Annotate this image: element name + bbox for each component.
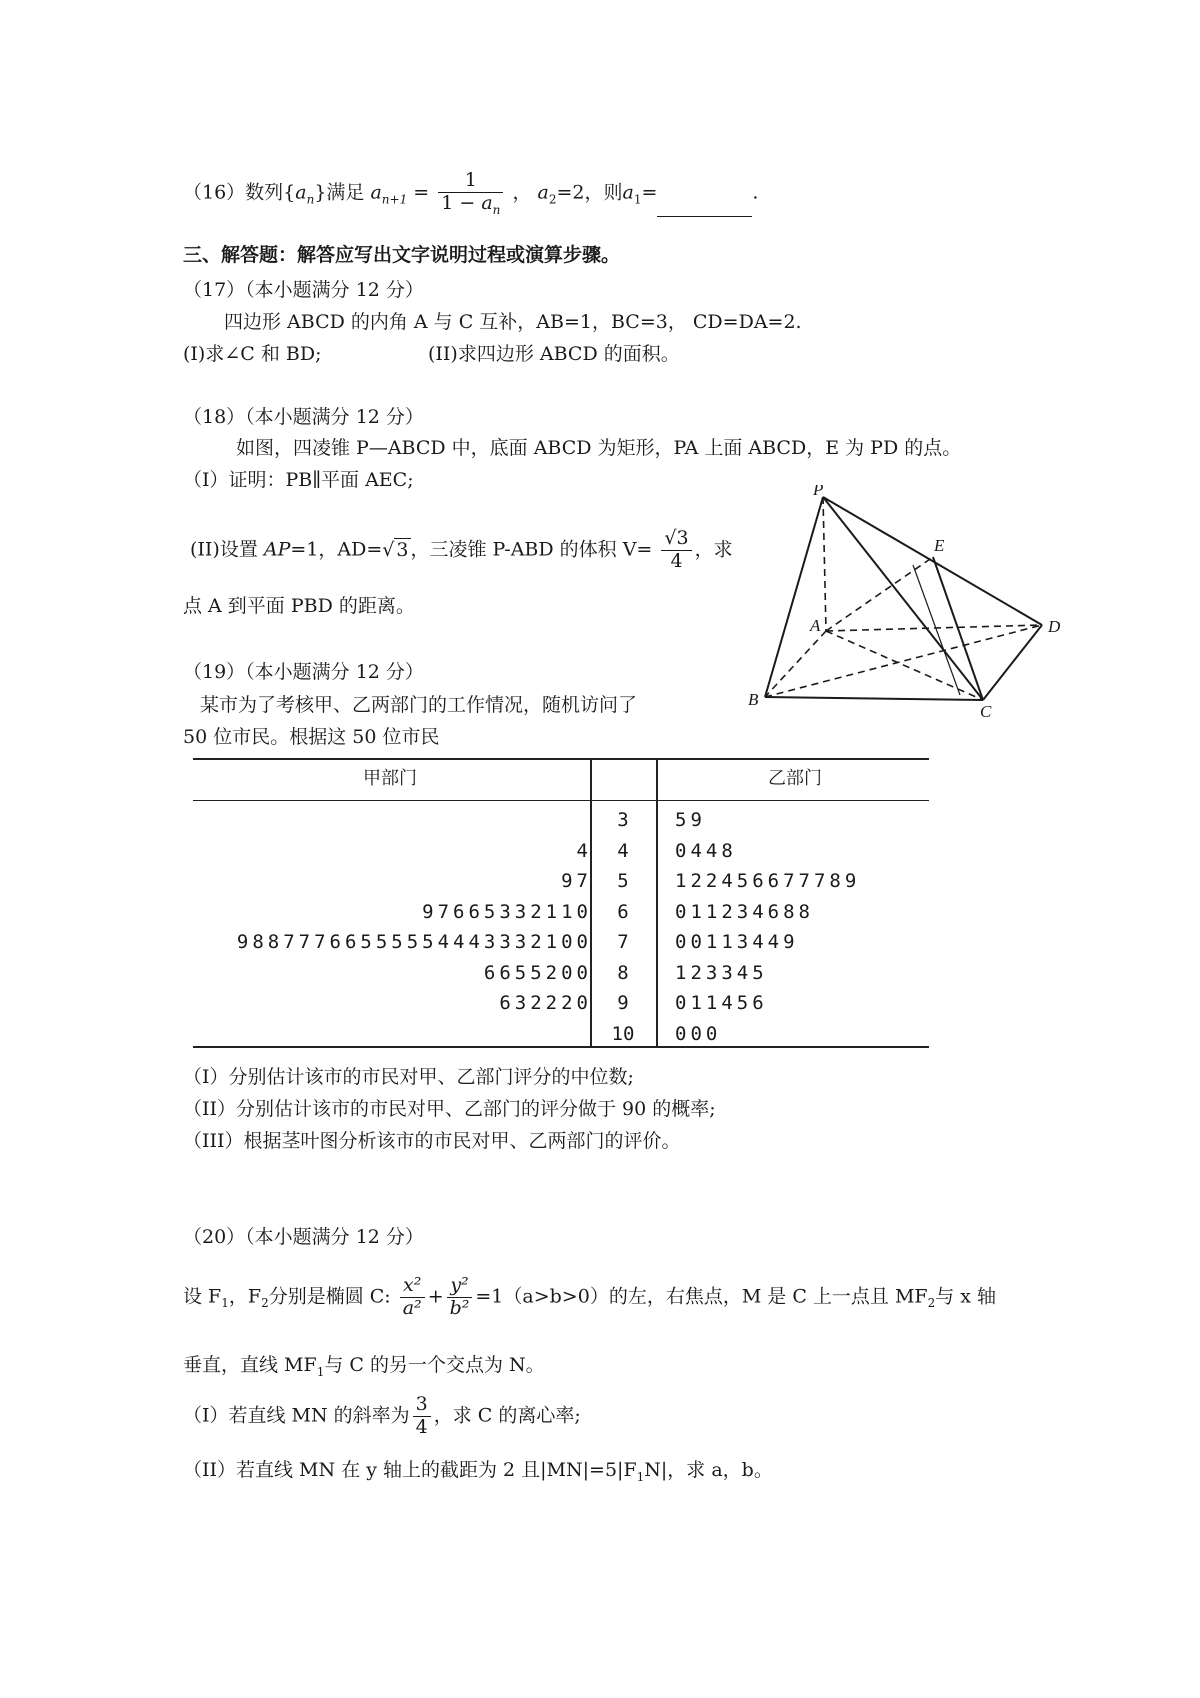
table-row — [193, 836, 929, 866]
q17-part1: (I)求∠C 和 BD; — [183, 343, 322, 365]
q16-den-sub: n — [492, 202, 501, 217]
q20-header: （20）（本小题满分 12 分） — [183, 1226, 424, 1248]
edge-PD — [823, 497, 1042, 625]
q20-frac-y — [447, 1275, 473, 1320]
right-leaves: 011456 — [675, 992, 768, 1014]
q16-sub-n: n — [306, 192, 315, 207]
q16-den-pre: 1 − — [441, 191, 482, 214]
stem: 3 — [617, 809, 629, 831]
q18-frac-num: √3 — [661, 528, 691, 551]
q16-frac-den — [438, 193, 503, 218]
q19-line1: 某市为了考核甲、乙两部门的工作情况，随机访问了 — [200, 694, 638, 716]
q16-end: . — [752, 181, 759, 204]
q20-a2: a² — [402, 1296, 422, 1319]
stem: 7 — [617, 931, 629, 953]
q16-a1: a — [622, 181, 634, 204]
q18-body: 如图，四凌锥 P—ABCD 中，底面 ABCD 为矩形，PA 上面 ABCD，E 为 PD 的点。 — [236, 437, 962, 459]
q20-l1-a: 设 F — [183, 1285, 222, 1308]
table-header-rule — [193, 800, 929, 801]
label-E: E — [934, 536, 945, 555]
left-leaves: 4 — [576, 839, 592, 862]
right-leaves: 59 — [675, 809, 706, 831]
q16-a: a — [295, 181, 307, 204]
q20-p2-b: N|，求 a，b。 — [644, 1459, 773, 1481]
right-leaves: 123345 — [675, 961, 768, 984]
q18-part2 — [190, 528, 733, 573]
label-C: C — [980, 702, 992, 720]
q18-part2-line2: 点 A 到平面 PBD 的距离。 — [183, 595, 415, 617]
q20-p2-sub1: 1 — [636, 1469, 645, 1484]
right-leaves: 122456677789 — [675, 870, 861, 892]
edge-CD — [983, 625, 1042, 700]
q16-prefix: （16）数列{ — [183, 181, 296, 204]
right-leaves: 000 — [675, 1022, 722, 1045]
left-leaves: 97 — [561, 870, 592, 892]
left-leaves: 6655200 — [483, 961, 592, 984]
q18-part1: （I）证明：PB∥平面 AEC; — [183, 469, 414, 491]
q20-p1-b: ，求 C 的离心率; — [433, 1404, 581, 1427]
q18-header: （18）（本小题满分 12 分） — [183, 406, 424, 428]
label-P: P — [813, 485, 824, 499]
q16-sub-2: 2 — [548, 192, 557, 207]
stem: 5 — [617, 870, 629, 892]
q16-frac-num: 1 — [438, 170, 503, 193]
q20-y2: y² — [447, 1275, 473, 1298]
q18-ap: AP — [263, 538, 291, 561]
q20-slope-fraction — [413, 1394, 431, 1439]
q20-sub2b: 2 — [927, 1296, 936, 1311]
q19-header: （19）（本小题满分 12 分） — [183, 661, 424, 683]
q20-sub1: 1 — [221, 1296, 229, 1311]
q18-part2-c: ，三凌锥 P-ABD 的体积 V= — [410, 538, 653, 561]
q19-part1: （I）分别估计该市的市民对甲、乙部门评分的中位数; — [183, 1066, 634, 1088]
q17-part2: (II)求四边形 ABCD 的面积。 — [428, 343, 680, 365]
table-top-rule — [193, 758, 929, 760]
q17-header: （17）（本小题满分 12 分） — [183, 279, 424, 301]
q18-sqrt-content: 3 — [396, 539, 409, 562]
q19-line2: 50 位市民。根据这 50 位市民 — [183, 726, 440, 748]
q16-den-a: a — [481, 191, 493, 214]
section-3-heading: 三、解答题：解答应写出文字说明过程或演算步骤。 — [183, 244, 621, 266]
right-leaves: 011234688 — [675, 900, 814, 923]
q19-part3: （III）根据茎叶图分析该市的市民对甲、乙两部门的评价。 — [183, 1130, 681, 1152]
q18-part2-b: =1，AD= — [290, 538, 383, 561]
table-row — [193, 805, 929, 835]
q20-p1-num: 3 — [413, 1394, 431, 1417]
q20-frac-x — [400, 1275, 425, 1320]
label-B: B — [748, 690, 759, 709]
q20-line2 — [183, 1354, 545, 1379]
left-leaves: 98877766555554443332100 — [236, 931, 592, 953]
q20-part2 — [183, 1459, 773, 1484]
right-leaves: 00113449 — [675, 931, 799, 953]
q20-l1-d: =1（a>b>0）的左，右焦点，M 是 C 上一点且 MF — [475, 1285, 928, 1308]
q16-sub-1: 1 — [633, 192, 642, 207]
q18-volume-fraction — [661, 528, 691, 573]
stem: 4 — [617, 839, 629, 862]
q16-a2: a — [537, 181, 549, 204]
edge-BD — [765, 625, 1042, 697]
q20-x2: x² — [400, 1275, 425, 1298]
edge-PB — [765, 497, 823, 697]
q16-answer-blank[interactable] — [657, 198, 752, 217]
right-header: 乙部门 — [768, 768, 822, 789]
edge-PA — [823, 497, 826, 631]
q20-p1-den: 4 — [415, 1415, 428, 1438]
stem: 8 — [617, 961, 629, 984]
right-leaves: 0448 — [675, 839, 737, 862]
q20-plus: + — [427, 1285, 444, 1308]
q17-body: 四边形 ABCD 的内角 A 与 C 互补，AB=1，BC=3， CD=DA=2. — [224, 311, 802, 333]
q18-part2-a: (II)设置 — [190, 538, 264, 561]
edge-AC — [826, 631, 983, 700]
stem-leaf-table — [193, 758, 929, 1048]
table-row — [193, 988, 929, 1018]
q20-sub2: 2 — [261, 1296, 269, 1311]
edge-AD — [826, 625, 1042, 631]
pyramid-figure — [730, 485, 1070, 720]
q19-part2: （II）分别估计该市的市民对甲、乙部门的评分做于 90 的概率; — [183, 1098, 716, 1120]
q16-tail2: =2，则 — [556, 181, 623, 204]
q16-sub-n1: n+1 — [381, 192, 408, 207]
q16-a-lhs: a — [370, 181, 382, 204]
q18-part2-d: ，求 — [694, 538, 733, 561]
label-D: D — [1048, 617, 1061, 636]
q20-l2-b: 与 C 的另一个交点为 N。 — [324, 1354, 545, 1376]
left-header: 甲部门 — [363, 768, 417, 789]
table-row — [193, 866, 929, 896]
q20-l2-a: 垂直，直线 MF — [183, 1354, 317, 1376]
q20-l2-sub1: 1 — [316, 1364, 325, 1379]
q18-sqrt3 — [382, 538, 410, 562]
table-row — [193, 897, 929, 927]
q16-eq: = — [413, 181, 430, 204]
q20-part1 — [183, 1394, 581, 1439]
left-leaves: 632220 — [499, 992, 592, 1014]
edge-BC — [765, 697, 983, 700]
edge-EB-hint — [913, 565, 960, 695]
stem: 6 — [617, 900, 629, 923]
q20-l1-b: ，F — [228, 1285, 262, 1308]
stem: 9 — [617, 992, 629, 1014]
stem: 10 — [611, 1022, 635, 1045]
q20-p2-a: （II）若直线 MN 在 y 轴上的截距为 2 且|MN|=5|F — [183, 1459, 637, 1481]
label-A: A — [810, 616, 821, 635]
q16-line — [183, 170, 758, 217]
q20-p1-a: （I）若直线 MN 的斜率为 — [183, 1404, 410, 1427]
q16-fraction — [438, 170, 503, 217]
q16-mid: }满足 — [314, 181, 365, 204]
q20-line1 — [183, 1275, 996, 1320]
table-row — [193, 927, 929, 957]
q20-l1-e: 与 x 轴 — [935, 1285, 997, 1308]
q16-tail1: ， — [512, 181, 532, 204]
table-row — [193, 1019, 929, 1049]
q18-frac-den: 4 — [670, 549, 683, 572]
edge-PC — [823, 497, 983, 700]
q16-tail3: = — [641, 181, 658, 204]
q20-b2: b² — [449, 1296, 470, 1319]
left-leaves: 97665332110 — [422, 900, 592, 923]
table-row — [193, 958, 929, 988]
radical-icon: √ — [382, 539, 395, 562]
q20-l1-c: 分别是椭圆 C: — [268, 1285, 391, 1308]
